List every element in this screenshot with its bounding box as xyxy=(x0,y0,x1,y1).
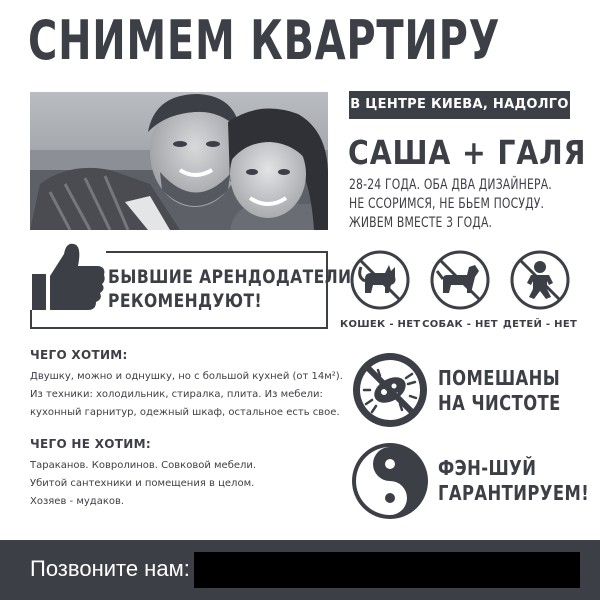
contact-footer xyxy=(0,540,600,600)
feature-line: НА ЧИСТОТЕ xyxy=(438,391,561,415)
no-cat-icon xyxy=(349,249,411,311)
no-dog-icon xyxy=(429,249,491,311)
couple-photo xyxy=(30,92,328,230)
redacted-phone-number xyxy=(194,552,580,588)
want-text xyxy=(30,368,350,422)
feature-line: ГАРАНТИРУЕМ! xyxy=(438,481,590,505)
feature-line: ФЭН-ШУЙ xyxy=(438,456,537,480)
page-title: СНИМЕМ КВАРТИРУ xyxy=(28,9,501,72)
want-line: Из техники: холодильник, стиралка, плита. Из мебели: xyxy=(30,389,323,400)
restriction-label: КОШЕК - НЕТ xyxy=(340,319,421,330)
location-badge: В ЦЕНТРЕ КИЕВА, НАДОЛГО xyxy=(349,91,570,119)
yin-yang-icon xyxy=(350,441,430,521)
tenant-names: САША + ГАЛЯ xyxy=(348,133,587,172)
recommendation-line: РЕКОМЕНДУЮТ! xyxy=(108,290,263,312)
dont-want-text xyxy=(30,457,350,511)
tenant-bio xyxy=(349,176,600,233)
feature-feng-shui xyxy=(438,456,600,506)
bio-line: 28-24 ГОДА. ОБА ДВА ДИЗАЙНЕРА. xyxy=(349,177,552,193)
want-line: кухонный гарнитур, одежный шкаф, остальное есть свое. xyxy=(30,407,340,418)
restriction-label: СОБАК - НЕТ xyxy=(422,319,498,330)
restriction-label: ДЕТЕЙ - НЕТ xyxy=(502,319,578,330)
bio-line: НЕ ССОРИМСЯ, НЕ БЬЕМ ПОСУДУ. xyxy=(349,196,545,212)
no-child-icon xyxy=(509,249,571,311)
no-germs-icon xyxy=(350,350,430,430)
feature-line: ПОМЕШАНЫ xyxy=(438,366,561,390)
want-line: Двушку, можно и однушку, но с большой кухней (от 14м²). xyxy=(30,371,343,382)
dont-want-line: Тараканов. Ковролинов. Совковой мебели. xyxy=(30,460,257,471)
recommendation-text xyxy=(108,265,352,313)
bio-line: ЖИВЕМ ВМЕСТЕ 3 ГОДА. xyxy=(349,215,493,231)
dont-want-title: ЧЕГО НЕ ХОТИМ: xyxy=(30,437,151,451)
feature-cleanliness xyxy=(438,366,588,416)
want-title: ЧЕГО ХОТИМ: xyxy=(30,348,128,362)
dont-want-line: Хозяев - мудаков. xyxy=(30,496,125,507)
recommendation-line: БЫВШИЕ АРЕНДОДАТЕЛИ xyxy=(108,266,352,288)
thumbs-up-icon xyxy=(30,240,106,316)
dont-want-line: Убитой сантехники и помещения в целом. xyxy=(30,478,255,489)
call-us-label: Позвоните нам: xyxy=(30,556,190,581)
